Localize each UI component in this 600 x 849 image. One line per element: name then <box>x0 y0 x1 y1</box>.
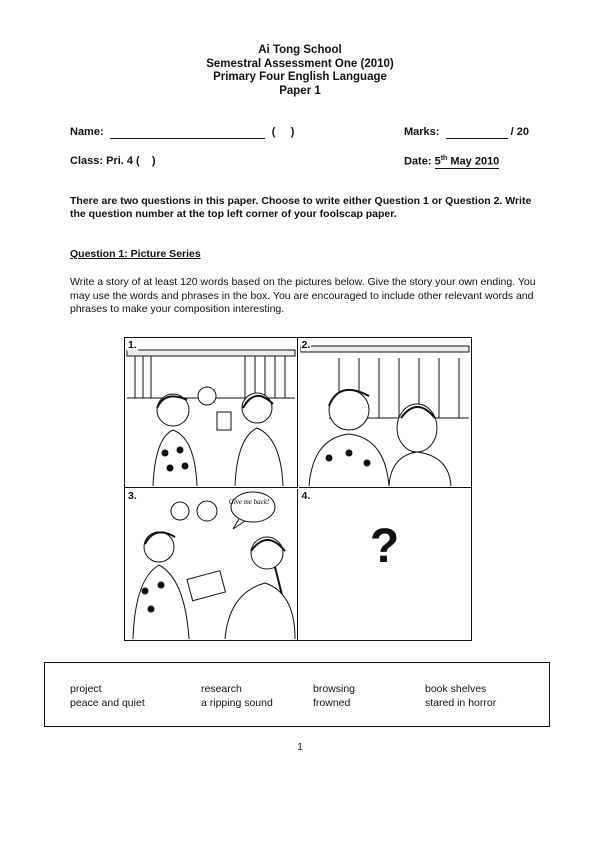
word-item: stared in horror <box>425 697 497 709</box>
marks-total: / 20 <box>510 126 529 138</box>
panel-4 <box>299 489 471 640</box>
word-item: research <box>201 683 242 695</box>
speech-line: Give me back! <box>228 497 270 506</box>
speech-text <box>229 498 270 506</box>
panel-3 <box>125 489 298 640</box>
date-day: 5 <box>434 155 441 168</box>
panel-2 <box>299 338 471 488</box>
school-name: Ai Tong School <box>258 44 342 56</box>
paper-title: Paper 1 <box>279 84 321 97</box>
panel-3-number: 3. <box>128 489 137 502</box>
date-label: Date: <box>404 155 432 168</box>
name-blank[interactable] <box>110 126 265 139</box>
girl-two-head-icon <box>397 404 437 452</box>
panel-2-number: 2. <box>301 339 311 351</box>
book-icon <box>187 570 226 600</box>
name-label: Name: <box>70 126 104 138</box>
book-icon <box>217 412 231 430</box>
date-value <box>435 155 500 169</box>
girl-head-icon <box>144 532 174 562</box>
word-item: frowned <box>313 697 351 709</box>
question-1-title: Question 1: Picture Series <box>70 248 201 260</box>
date-row <box>404 155 499 169</box>
class-label: Class: Pri. 4 ( ) <box>70 155 156 167</box>
marks-row <box>404 126 529 139</box>
assessment-title: Semestral Assessment One (2010) <box>206 57 394 70</box>
word-item: browsing <box>313 683 356 695</box>
word-box <box>44 662 550 727</box>
name-row <box>70 126 294 139</box>
panel-2-illustration <box>299 338 471 487</box>
page-number: 1 <box>297 741 303 753</box>
word-item: book shelves <box>425 683 487 695</box>
register-number-paren: ( ) <box>271 126 295 138</box>
marks-label: Marks: <box>404 126 440 138</box>
instructions: There are two questions in this paper. Choose to write either Question 1 or Question 2. Write the question number at the top left corner of your foolscap paper. <box>70 195 532 220</box>
marks-blank[interactable] <box>446 126 508 139</box>
onlooker-face-icon <box>171 502 189 520</box>
onlooker-face-icon <box>197 501 217 521</box>
paper-header <box>0 44 600 98</box>
word-item: a ripping sound <box>201 697 273 709</box>
date-suffix: th <box>440 155 448 162</box>
word-item: project <box>70 683 102 695</box>
panel-1-illustration <box>125 338 297 487</box>
panel-1 <box>125 338 298 488</box>
panel-1-number: 1. <box>128 339 137 351</box>
word-item: peace and quiet <box>70 697 145 709</box>
picture-series <box>124 337 472 641</box>
question-1-text: Write a story of at least 120 words based on the pictures below. Give the story your own ending. You may use the words and phrases in the box. You are encouraged to include other relevant words and phrases to make your composition interesting. <box>70 276 536 315</box>
panel-4-number: 4. <box>301 489 311 502</box>
girl-two-head-icon <box>251 537 283 569</box>
question-mark: ? <box>369 519 400 573</box>
subject-title: Primary Four English Language <box>213 71 387 83</box>
girl-two-head-icon <box>242 393 272 423</box>
speech-bubble-icon <box>228 492 275 522</box>
date-rest: May 2010 <box>450 155 500 168</box>
panel-3-illustration <box>125 489 297 640</box>
